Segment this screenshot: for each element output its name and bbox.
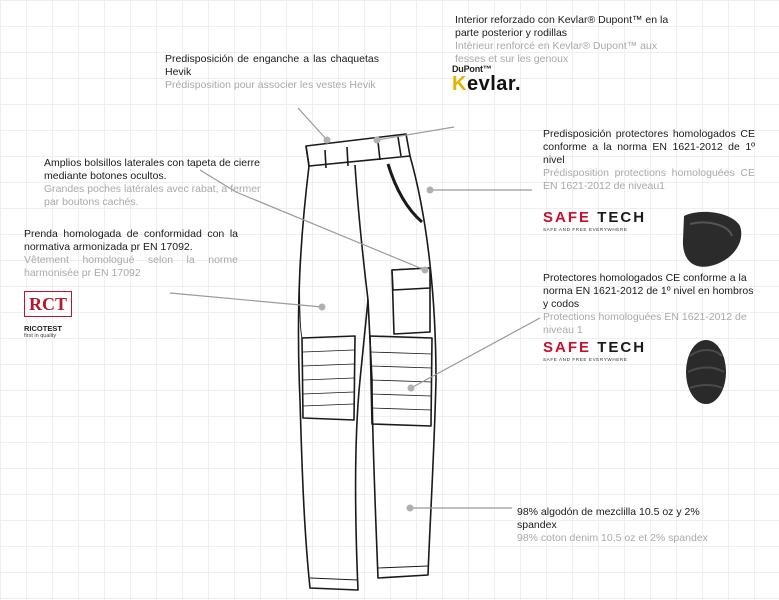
safe-tech-wordmark-2 — [543, 340, 655, 356]
safe-tech-dark-2: TECH — [597, 339, 647, 356]
hip-protector-image — [683, 212, 741, 267]
prenda-text-es: Prenda homologada de conformidad con la normativa armonizada pr EN 17092. — [24, 228, 238, 253]
protectores-text-fr: Protections homologuées EN 1621-2012 de niveau 1 — [543, 311, 747, 336]
safe-tech-tagline-1: SAFE AND FREE EVERYWHERE — [543, 227, 628, 232]
dupont-logo-text: DuPont™ — [452, 64, 492, 74]
bolsillos-text-es: Amplios bolsillos laterales con tapeta de cierre mediante botones ocultos. — [44, 157, 260, 182]
kevlar-k: K — [452, 73, 467, 95]
callout-protectores — [543, 272, 759, 337]
predisposicion-text-es: Predisposición protectores homologados CE conforme a la norma EN 1621-2012 de 1º nivel — [543, 128, 755, 166]
prenda-text-fr: Vêtement homologué selon la norme harmonisée pr EN 17092 — [24, 254, 238, 279]
kevlar-text-fr: Intérieur renforcé en Kevlar® Dupont™ aux fesses et sur les genoux — [455, 40, 658, 65]
bolsillos-text-fr: Grandes poches latérales avec rabat, à fermer par boutons cachés. — [44, 183, 261, 208]
callout-bolsillos — [44, 157, 264, 209]
callout-enganche — [165, 53, 379, 92]
kevlar-logo-text — [452, 74, 532, 94]
safe-tech-red-2: SAFE — [543, 339, 598, 356]
safe-tech-logo-2 — [543, 340, 655, 366]
safe-tech-wordmark-1 — [543, 210, 655, 226]
protectores-text-es: Protectores homologados CE conforme a la norma EN 1621-2012 de 1º nivel en hombros y codos — [543, 272, 754, 310]
safe-tech-logo-1 — [543, 210, 655, 236]
ricotest-tagline: first in quality — [24, 333, 57, 339]
callout-kevlar — [455, 14, 675, 66]
safe-tech-red-1: SAFE — [543, 209, 598, 226]
safe-tech-dark-1: TECH — [597, 209, 647, 226]
callout-prenda — [24, 228, 238, 280]
enganche-text-es: Predisposición de enganche a las chaquetas Hevik — [165, 53, 379, 78]
safe-tech-tagline-2: SAFE AND FREE EVERYWHERE — [543, 357, 628, 362]
elbow-protector-image — [686, 340, 726, 404]
ricotest-mark-text: RCT — [28, 294, 68, 314]
dupont-kevlar-logo — [452, 64, 532, 100]
callout-algodon — [517, 506, 739, 545]
ricotest-name: RICOTEST — [24, 324, 62, 333]
pants-drawing — [298, 134, 436, 590]
enganche-text-fr: Prédisposition pour associer les vestes Hevik — [165, 79, 376, 91]
ricotest-logo — [24, 291, 74, 339]
kevlar-rest: evlar. — [466, 73, 522, 95]
predisposicion-text-fr: Prédisposition protections homologuées CE EN 1621-2012 de niveau1 — [543, 167, 755, 192]
leader-dots — [319, 137, 434, 512]
algodon-text-es: 98% algodón de mezclilla 10.5 oz y 2% spandex — [517, 506, 700, 531]
algodon-text-fr: 98% coton denim 10,5 oz et 2% spandex — [517, 532, 708, 544]
kevlar-text-es: Interior reforzado con Kevlar® Dupont™ en la parte posterior y rodillas — [455, 14, 669, 39]
ricotest-mark-icon — [24, 291, 72, 317]
callout-predisposicion-protectores — [543, 128, 755, 193]
